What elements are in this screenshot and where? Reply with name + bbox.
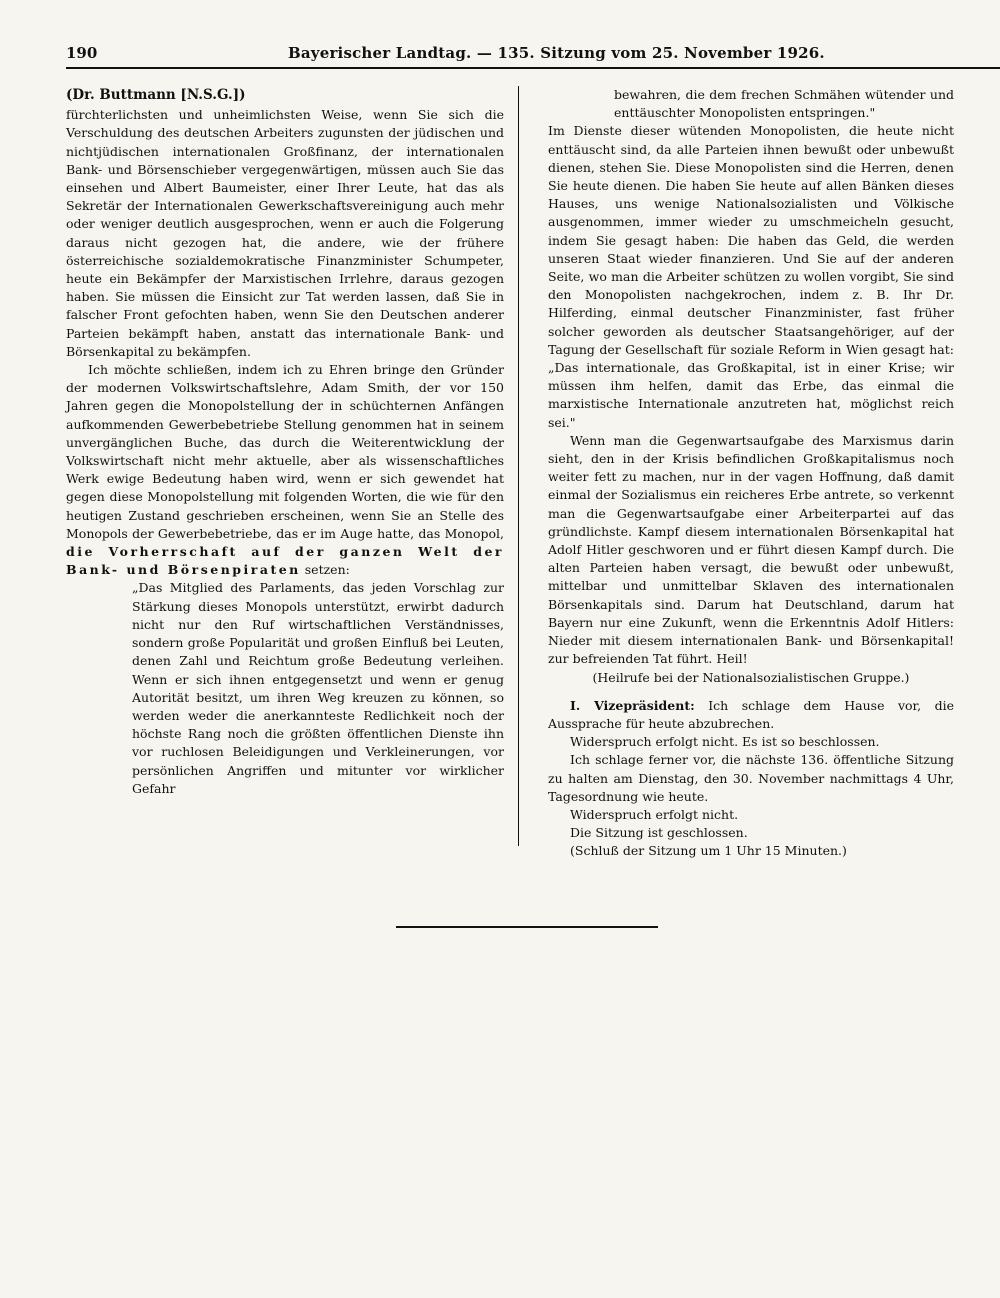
smith-quote: „Das Mitglied des Parlaments, das jeden Vorschlag zur Stärkung dieses Monopols unterstützt, erwirbt dadurch nicht nur den Ruf wirtschaftlichen Verständnisses, sondern große Popularität und großen Einfluß bei Leuten, denen Zahl und Reichtum große Bedeutung verleihen. Wenn er sich ihnen entgegensetzt und wenn er genug Autorität besitzt, um ihren Weg kreuzen zu können, so werden weder die anerkannteste Redlichkeit noch der höchste Rang noch die größten öffentlichen Dienste ihn vor ruchlosen Beleidigungen und Verkleinerungen, vor persönlichen Angriffen und mitunter vor wirklicher Gefahr bbox=[132, 580, 504, 796]
right-column bbox=[548, 86, 954, 861]
left-paragraph-2 bbox=[66, 361, 504, 579]
left-paragraph-2-start: Ich möchte schließen, indem ich zu Ehren bringe den Gründer der modernen Volkswirtschaftslehre, Adam Smith, der vor 150 Jahren gegen die Monopolstellung der in schüchternen Anfängen aufkommenden Gewerbebetriebe Stellung genommen hat in seinem unvergänglichen Buche, das durch die Weiterentwicklung der Volkswirtschaft nicht mehr aktuelle, aber als wissenschaftliches Werk ewige Bedeutung haben wird, wenn er sich gewendet hat gegen diese Monopolstellung mit folgenden Worten, die wie für den heutigen Zustand geschrieben erscheinen, wenn Sie an Stelle des Monopols der Gewerbebetriebe, das er im Auge hatte, das Monopol, bbox=[66, 362, 504, 541]
right-paragraph-1: Im Dienste dieser wütenden Monopolisten, die heute nicht enttäuscht sind, da alle Parteien ihnen bewußt oder unbewußt dienen, stehen Sie. Diese Monopolisten sind die Herren, denen Sie heute dienen. Die haben Sie heute auf allen Bänken dieses Hauses, uns wenige Nationalsozialisten und Völkische ausgenommen, immer wieder zu umschmeicheln gesucht, indem Sie gesagt haben: Die haben das Geld, die werden unseren Staat wieder finanzieren. Und Sie auf der anderen Seite, wo man die Arbeiter schützen zu wollen vorgibt, Sie sind den Monopolisten nachgekrochen, indem z. B. Ihr Dr. Hilferding, einmal deutscher Finanzminister, fast früher solcher geworden als deutscher Staatsangehöriger, auf der Tagung der Gesellschaft für soziale Reform in Wien gesagt hat: „Das internationale, das Großkapital, ist in einer Krise; wir müssen ihm helfen, damit das Erbe, das einmal die marxistische Internationale anzutreten hat, möglichst reich sei." bbox=[548, 123, 954, 430]
closing-rule bbox=[396, 926, 658, 928]
procedure-line-3: Widerspruch erfolgt nicht. bbox=[570, 806, 739, 822]
procedure-line-4: Die Sitzung ist geschlossen. bbox=[570, 825, 748, 841]
left-paragraph-2-emphasis: die Vorherrschaft auf der ganzen Welt der Bank- und Börsenpiraten bbox=[66, 544, 504, 578]
vice-president-paragraph bbox=[548, 697, 954, 733]
left-column bbox=[66, 86, 504, 798]
page-number: 190 bbox=[66, 44, 98, 62]
left-paragraph-1: fürchterlichsten und unheimlichsten Weise, wenn Sie sich die Verschuldung des deutschen Arbeiters zugunsten der jüdischen und nichtjüdischen internationalen Großfinanz, der internationalen Bank- und Börsenschieber vergegenwärtigen, müssen auch Sie das einsehen und Albert Baumeister, einer Ihrer Leute, hat das als Sekretär der Internationalen Gewerkschaftsvereinigung auch mehr oder weniger deutlich ausgesprochen, wenn er auch die Folgerung daraus nicht gezogen hat, die andere, wie der frühere österreichische sozialdemokratische Finanzminister Schumpeter, heute ein Bekämpfer der Marxistischen Irrlehre, daraus gezogen haben. Sie müssen die Einsicht zur Tat werden lassen, daß Sie in falscher Front gefochten haben, wenn Sie den Deutschen anderer Parteien bekämpft haben, anstatt das internationale Bank- und Börsenkapital zu bekämpfen. bbox=[66, 107, 504, 359]
smith-quote-continued: bewahren, die dem frechen Schmähen wütender und enttäuschter Monopolisten entspringen." bbox=[614, 87, 954, 121]
running-title: Bayerischer Landtag. — 135. Sitzung vom 25. November 1926. bbox=[288, 44, 825, 62]
session-end-note: (Schluß der Sitzung um 1 Uhr 15 Minuten.) bbox=[570, 843, 847, 859]
speaker-label: (Dr. Buttmann [N.S.G.]) bbox=[66, 87, 246, 103]
procedure-line-1: Widerspruch erfolgt nicht. Es ist so beschlossen. bbox=[570, 734, 880, 750]
applause-note: (Heilrufe bei der Nationalsozialistischen Gruppe.) bbox=[592, 669, 910, 685]
left-paragraph-2-end: setzen: bbox=[304, 562, 350, 578]
header-rule bbox=[66, 67, 1000, 69]
vice-president-label: I. Vizepräsident: bbox=[570, 697, 695, 713]
page-header bbox=[66, 44, 936, 68]
procedure-line-2: Ich schlage ferner vor, die nächste 136. öffentliche Sitzung zu halten am Dienstag, den 30. November nachmittags 4 Uhr, Tagesordnung wie heute. bbox=[548, 752, 954, 804]
column-divider bbox=[518, 86, 519, 846]
paragraph-gap bbox=[548, 687, 954, 697]
right-paragraph-2: Wenn man die Gegenwartsaufgabe des Marxismus darin sieht, den in der Krisis befindlichen Großkapitalismus noch weiter fett zu machen, nur in der vagen Hoffnung, daß damit einmal der Sozialismus ein reicheres Erbe antrete, so verkennt man die Gegenwartsaufgabe einer Arbeiterpartei auf das gründlichste. Kampf diesem internationalen Börsenkapital hat Adolf Hitler geschworen und er führt diesen Kampf durch. Die alten Parteien haben versagt, die bewußt oder unbewußt, mittelbar und unmittelbar Sklaven des internationalen Börsenkapitals sind. Darum hat Deutschland, darum hat Bayern nur eine Zukunft, wenn die Erkenntnis Adolf Hitlers: Nieder mit diesem internationalen Bank- und Börsenkapital! zur befreienden Tat führt. Heil! bbox=[548, 432, 954, 667]
vice-president-text: Ich schlage dem Hause vor, die Aussprache für heute abzubrechen. bbox=[548, 697, 955, 731]
